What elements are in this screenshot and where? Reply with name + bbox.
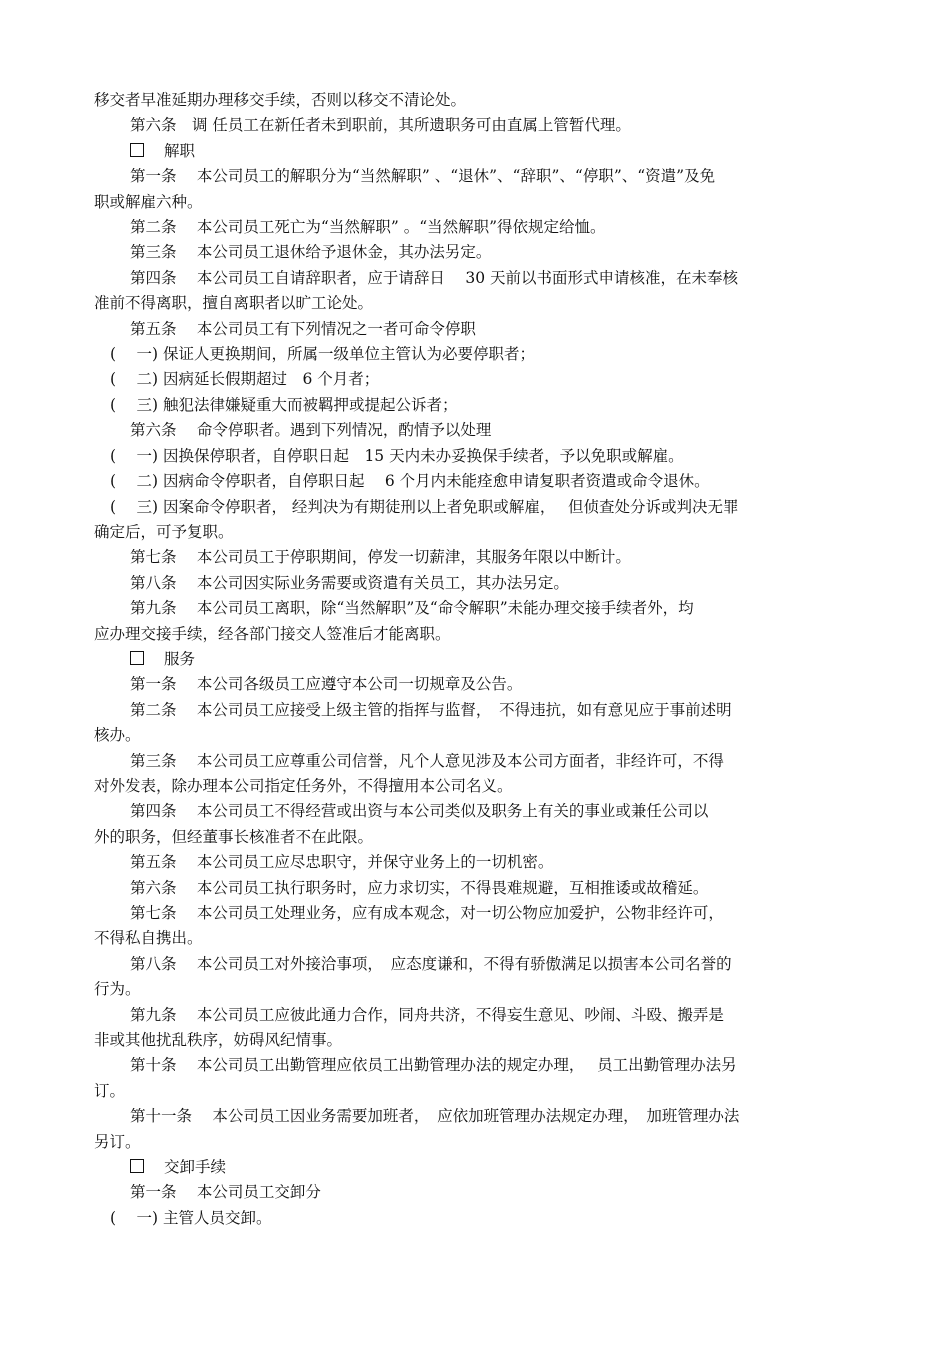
- section-title: 服务: [164, 649, 196, 668]
- continuation-line: 另订。: [94, 1132, 141, 1151]
- continuation-line: 外的职务，但经董事长核准者不在此限。: [94, 827, 374, 846]
- continuation-line: 订。: [94, 1081, 126, 1100]
- article-line: 第一条 本公司各级员工应遵守本公司一切规章及公告。: [130, 675, 523, 694]
- section-heading: [94, 1155, 854, 1180]
- continuation-line: 行为。: [94, 980, 141, 999]
- list-item: ( 二) 因病延长假期超过 6 个月者；: [110, 370, 380, 389]
- article-line: 第十条 本公司员工出勤管理应依员工出勤管理办法的规定办理， 员工出勤管理办法另: [130, 1056, 737, 1075]
- checkbox-square-icon: [130, 143, 144, 157]
- continuation-line: 移交者早准延期办理移交手续，否则以移交不清论处。: [94, 91, 467, 109]
- checkbox-square-icon: [130, 651, 144, 665]
- article-line: 第九条 本公司员工应彼此通力合作，同舟共济，不得妄生意见、吵闹、斗殴、搬弄是: [130, 1005, 724, 1024]
- article-line: 第八条 本公司因实际业务需要或资遣有关员工，其办法另定。: [130, 573, 569, 592]
- section-heading: [94, 647, 854, 672]
- checkbox-square-icon: [130, 1159, 144, 1173]
- article-line: 第十一条 本公司员工因业务需要加班者， 应依加班管理办法规定办理， 加班管理办法: [130, 1107, 740, 1126]
- continuation-line: 职或解雇六种。: [94, 192, 203, 211]
- article-line: 第四条 本公司员工自请辞职者，应于请辞日 30 天前以书面形式申请核准，在未奉核: [130, 268, 739, 287]
- article-line: 第五条 本公司员工有下列情况之一者可命令停职: [130, 319, 476, 338]
- list-item: ( 一) 主管人员交卸。: [110, 1208, 272, 1227]
- article-line: 第一条 本公司员工的解职分为“当然解职” 、“退休”、“辞职”、“停职”、“资遣”及免: [130, 167, 716, 186]
- list-item: ( 一) 保证人更换期间，所属一级单位主管认为必要停职者；: [110, 345, 535, 364]
- article-line: 第五条 本公司员工应尽忠职守，并保守业务上的一切机密。: [130, 853, 554, 872]
- article-line: 第六条 本公司员工执行职务时，应力求切实，不得畏难规避，互相推诿或故稽延。: [130, 878, 709, 897]
- article-line: 第三条 本公司员工应尊重公司信誉，凡个人意见涉及本公司方面者，非经许可，不得: [130, 751, 724, 770]
- article-line: 第七条 本公司员工处理业务，应有成本观念，对一切公物应加爱护，公物非经许可，: [130, 904, 724, 922]
- article-line: 第三条 本公司员工退休给予退休金，其办法另定。: [130, 243, 492, 262]
- article-line: 第六条 调 任员工在新任者未到职前，其所遗职务可由直属上管暂代理。: [130, 116, 631, 135]
- document-body: [94, 88, 854, 1231]
- list-item: ( 二) 因病命令停职者，自停职日起 6 个月内未能痊愈申请复职者资遣或命令退休。: [110, 472, 710, 491]
- article-line: 第四条 本公司员工不得经营或出资与本公司类似及职务上有关的事业或兼任公司以: [130, 802, 709, 821]
- article-line: 第一条 本公司员工交卸分: [130, 1183, 321, 1202]
- continuation-line: 应办理交接手续，经各部门接交人签准后才能离职。: [94, 624, 451, 643]
- continuation-line: 确定后，可予复职。: [94, 522, 234, 541]
- article-line: 第七条 本公司员工于停职期间，停发一切薪津，其服务年限以中断计。: [130, 548, 631, 567]
- list-item: ( 三) 因案命令停职者， 经判决为有期徒刑以上者免职或解雇， 但侦查处分诉或判决无罪: [110, 497, 739, 516]
- continuation-line: 核办。: [94, 726, 141, 745]
- continuation-line: 不得私自携出。: [94, 929, 203, 948]
- section-title: 交卸手续: [164, 1158, 227, 1177]
- article-line: 第六条 命令停职者。遇到下列情况，酌情予以处理: [130, 421, 492, 440]
- list-item: ( 一) 因换保停职者，自停职日起 15 天内未办妥换保手续者，予以免职或解雇。: [110, 446, 684, 465]
- list-item: ( 三) 触犯法律嫌疑重大而被羁押或提起公诉者；: [110, 395, 458, 414]
- section-heading: [94, 139, 854, 164]
- continuation-line: 非或其他扰乱秩序，妨碍风纪情事。: [94, 1031, 343, 1050]
- article-line: 第九条 本公司员工离职，除“当然解职”及“命令解职”未能办理交接手续者外，均: [130, 599, 694, 618]
- section-title: 解职: [164, 141, 196, 160]
- continuation-line: 准前不得离职，擅自离职者以旷工论处。: [94, 294, 374, 313]
- article-line: 第二条 本公司员工死亡为“当然解职” 。“当然解职”得依规定给恤。: [130, 218, 606, 237]
- article-line: 第二条 本公司员工应接受上级主管的指挥与监督， 不得违抗，如有意见应于事前述明: [130, 700, 732, 719]
- article-line: 第八条 本公司员工对外接洽事项， 应态度谦和，不得有骄傲满足以损害本公司名誉的: [130, 954, 732, 973]
- continuation-line: 对外发表，除办理本公司指定任务外，不得擅用本公司名义。: [94, 776, 513, 795]
